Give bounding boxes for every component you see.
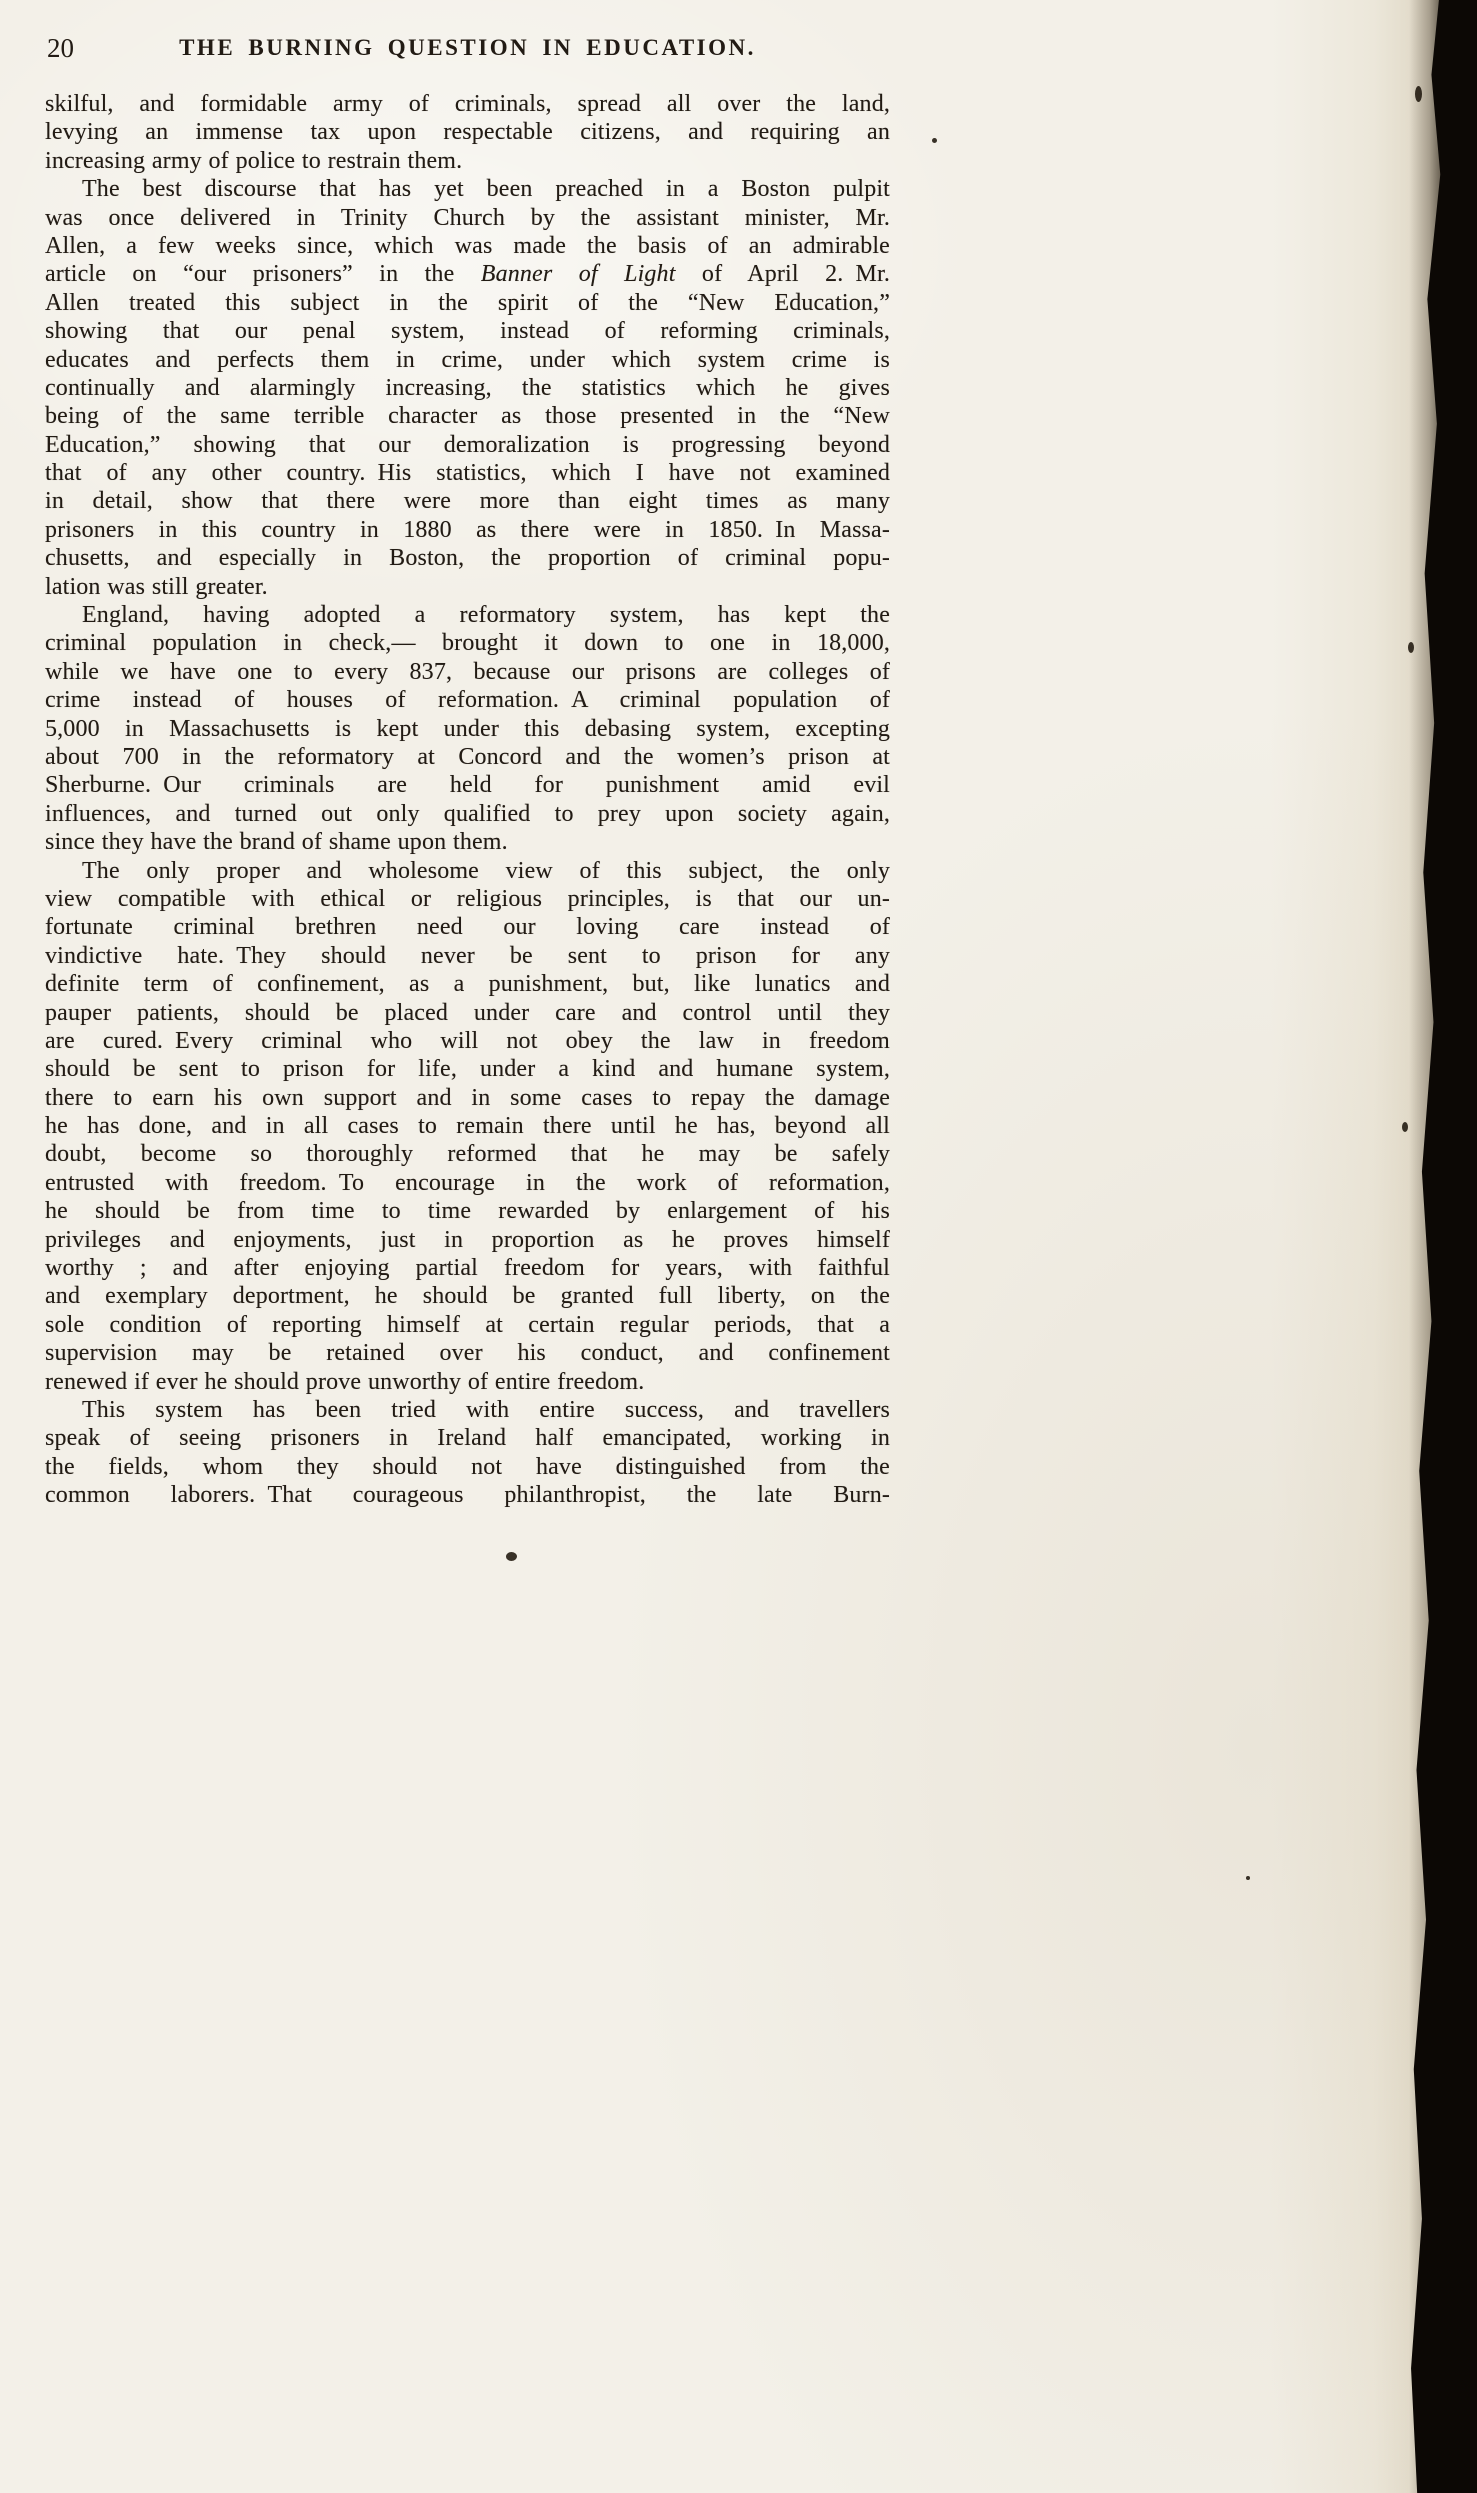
text-segment: common laborers. That courageous philanthropist, the late Burn- — [45, 1482, 890, 1509]
text-line — [45, 431, 890, 459]
text-block — [45, 90, 890, 1510]
paragraph — [45, 857, 890, 1396]
text-segment: speak of seeing prisoners in Ireland half emancipated, working in — [45, 1425, 890, 1452]
text-line — [45, 1368, 890, 1396]
running-title: THE BURNING QUESTION IN EDUCATION. — [179, 35, 756, 60]
text-segment: Allen, a few weeks since, which was made the basis of an admirable — [45, 232, 890, 259]
text-line — [45, 715, 890, 743]
text-segment: chusetts, and especially in Boston, the proportion of criminal popu- — [45, 545, 890, 572]
text-line — [45, 686, 890, 714]
text-segment: showing that our penal system, instead of reforming criminals, — [45, 318, 890, 345]
text-segment: The only proper and wholesome view of this subject, the only — [82, 857, 890, 884]
text-line — [45, 658, 890, 686]
text-line — [45, 771, 890, 799]
text-segment: view compatible with ethical or religious principles, is that our un- — [45, 885, 890, 912]
text-line — [45, 857, 890, 885]
page-number: 20 — [47, 33, 74, 63]
text-line — [45, 1197, 890, 1225]
text-segment: in detail, show that there were more than eight times as many — [45, 488, 890, 515]
text-line — [45, 1424, 890, 1452]
text-line — [45, 260, 890, 288]
text-segment: crime instead of houses of reformation. A criminal population of — [45, 687, 890, 714]
text-line — [45, 1453, 890, 1481]
text-line — [45, 544, 890, 572]
page-header — [45, 30, 890, 68]
text-segment: he should be from time to time rewarded by enlargement of his — [45, 1198, 890, 1225]
text-line — [45, 289, 890, 317]
text-segment: and exemplary deportment, he should be granted full liberty, on the — [45, 1283, 890, 1310]
ink-speck — [1402, 1122, 1408, 1132]
text-segment: worthy ; and after enjoying partial freedom for years, with faithful — [45, 1255, 890, 1282]
text-line — [45, 1282, 890, 1310]
text-line — [45, 1027, 890, 1055]
ink-speck — [506, 1552, 517, 1561]
text-segment: levying an immense tax upon respectable citizens, and requiring an — [45, 119, 890, 146]
text-segment: being of the same terrible character as those presented in the “New — [45, 403, 890, 430]
page-content — [45, 30, 890, 1510]
text-line — [45, 885, 890, 913]
ink-speck — [1246, 1876, 1250, 1880]
text-segment: pauper patients, should be placed under care and control until they — [45, 999, 890, 1026]
text-line — [45, 1339, 890, 1367]
text-line — [45, 573, 890, 601]
text-line — [45, 1226, 890, 1254]
text-segment: continually and alarmingly increasing, the statistics which he gives — [45, 374, 890, 401]
text-segment: since they have the brand of shame upon them. — [45, 829, 508, 856]
text-segment: vindictive hate. They should never be sent to prison for any — [45, 942, 890, 969]
text-segment: the fields, whom they should not have distinguished from the — [45, 1453, 890, 1480]
text-segment: Education,” showing that our demoralization is progressing beyond — [45, 431, 890, 458]
text-line — [45, 374, 890, 402]
paragraph — [45, 90, 890, 175]
text-line — [45, 1311, 890, 1339]
italic-text: Banner of Light — [480, 261, 676, 288]
text-line — [45, 743, 890, 771]
text-line — [45, 629, 890, 657]
text-segment: This system has been tried with entire success, and travellers — [82, 1396, 890, 1423]
text-line — [45, 1481, 890, 1509]
text-line — [45, 800, 890, 828]
scan-edge-ragged — [1409, 0, 1477, 2493]
text-line — [45, 175, 890, 203]
text-segment: definite term of confinement, as a punishment, but, like lunatics and — [45, 971, 890, 998]
text-segment: criminal population in check,— brought it down to one in 18,000, — [45, 630, 890, 657]
text-line — [45, 204, 890, 232]
ink-speck — [1408, 642, 1414, 653]
text-line — [45, 913, 890, 941]
text-line — [45, 90, 890, 118]
paragraph — [45, 601, 890, 857]
text-segment: lation was still greater. — [45, 573, 268, 600]
text-segment: Allen treated this subject in the spirit of the “New Education,” — [45, 289, 890, 316]
text-line — [45, 232, 890, 260]
text-segment: influences, and turned out only qualified to prey upon society again, — [45, 800, 890, 827]
text-line — [45, 601, 890, 629]
text-segment: The best discourse that has yet been preached in a Boston pulpit — [82, 176, 890, 203]
text-segment: skilful, and formidable army of criminals, spread all over the land, — [45, 91, 890, 117]
text-line — [45, 346, 890, 374]
text-segment: supervision may be retained over his conduct, and confinement — [45, 1340, 890, 1367]
text-segment: increasing army of police to restrain them. — [45, 147, 463, 174]
text-segment: article on “our prisoners” in the — [45, 261, 481, 288]
text-line — [45, 118, 890, 146]
text-line — [45, 970, 890, 998]
text-line — [45, 1254, 890, 1282]
text-segment: privileges and enjoyments, just in proportion as he proves himself — [45, 1226, 890, 1253]
text-segment: about 700 in the reformatory at Concord and the women’s prison at — [45, 743, 890, 770]
text-line — [45, 1084, 890, 1112]
text-line — [45, 1169, 890, 1197]
text-segment: are cured. Every criminal who will not obey the law in freedom — [45, 1027, 890, 1054]
text-segment: fortunate criminal brethren need our loving care instead of — [45, 914, 890, 941]
text-line — [45, 1055, 890, 1083]
text-segment: he has done, and in all cases to remain there until he has, beyond all — [45, 1113, 890, 1140]
text-segment: while we have one to every 837, because our prisons are colleges of — [45, 658, 890, 685]
text-line — [45, 1112, 890, 1140]
ink-speck — [1415, 86, 1422, 102]
text-segment: of April 2. Mr. — [675, 261, 890, 288]
text-line — [45, 459, 890, 487]
text-line — [45, 942, 890, 970]
text-line — [45, 1140, 890, 1168]
scan-edge-shadow — [1409, 0, 1477, 2493]
text-line — [45, 487, 890, 515]
text-line — [45, 1396, 890, 1424]
ink-speck — [932, 138, 937, 143]
text-segment: sole condition of reporting himself at certain regular periods, that a — [45, 1311, 890, 1338]
text-segment: there to earn his own support and in some cases to repay the damage — [45, 1084, 890, 1111]
text-segment: doubt, become so thoroughly reformed that he may be safely — [45, 1141, 890, 1168]
text-line — [45, 402, 890, 430]
scan-edge-fade — [1409, 0, 1477, 2493]
text-segment: prisoners in this country in 1880 as there were in 1850. In Massa- — [45, 516, 890, 543]
text-line — [45, 828, 890, 856]
paragraph — [45, 1396, 890, 1510]
text-line — [45, 147, 890, 175]
paragraph — [45, 175, 890, 601]
text-segment: entrusted with freedom. To encourage in the work of reformation, — [45, 1169, 890, 1196]
text-segment: Sherburne. Our criminals are held for punishment amid evil — [45, 772, 890, 799]
text-segment: that of any other country. His statistics, which I have not examined — [45, 460, 890, 487]
text-segment: should be sent to prison for life, under a kind and humane system, — [45, 1056, 890, 1083]
text-segment: educates and perfects them in crime, under which system crime is — [45, 346, 890, 373]
text-line — [45, 999, 890, 1027]
text-segment: renewed if ever he should prove unworthy of entire freedom. — [45, 1368, 645, 1395]
text-segment: was once delivered in Trinity Church by the assistant minister, Mr. — [45, 204, 890, 231]
text-line — [45, 516, 890, 544]
text-segment: 5,000 in Massachusetts is kept under this debasing system, excepting — [45, 715, 890, 742]
text-segment: England, having adopted a reformatory system, has kept the — [82, 602, 890, 629]
text-line — [45, 317, 890, 345]
